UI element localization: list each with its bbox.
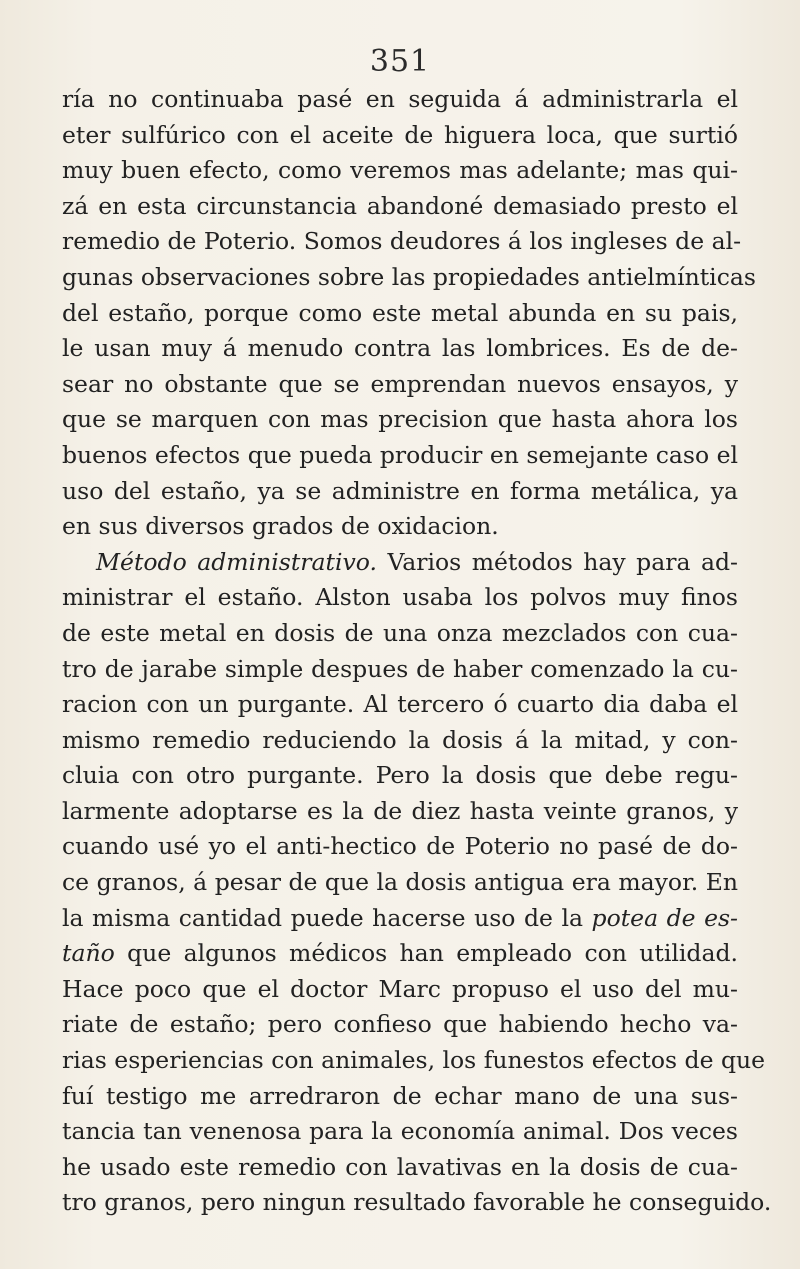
text-line: de este metal en dosis de una onza mezclados con cua- [62, 618, 738, 647]
text-line: tro granos, pero ningun resultado favorable he conseguido. [62, 1188, 772, 1217]
text-span: Varios métodos hay para ad- [387, 547, 738, 576]
text-line: en sus diversos grados de oxidacion. [62, 512, 499, 541]
text-line: eter sulfúrico con el aceite de higuera loca, que surtió [62, 120, 738, 149]
text-line: larmente adoptarse es la de diez hasta veinte granos, y [62, 796, 738, 825]
text-line: cuando usé yo el anti-hectico de Poterio no pasé de do- [62, 832, 738, 861]
body-text [62, 82, 772, 1221]
text-line: buenos efectos que pueda producir en semejante caso el [62, 440, 739, 469]
text-line: he usado este remedio con lavativas en la dosis de cua- [62, 1152, 738, 1181]
text-line: del estaño, porque como este metal abunda en su pais, [62, 298, 738, 327]
text-line-with-italic [62, 936, 738, 972]
text-line: sear no obstante que se emprendan nuevos ensayos, y [62, 369, 738, 398]
text-line: rias esperiencias con animales, los funestos efectos de que [62, 1046, 766, 1075]
text-line: Hace poco que el doctor Marc propuso el uso del mu- [62, 974, 738, 1003]
text-line: uso del estaño, ya se administre en forma metálica, ya [62, 476, 738, 505]
text-line: riate de estaño; pero confieso que habiendo hecho va- [62, 1010, 738, 1039]
text-line: ría no continuaba pasé en seguida á administrarla el [62, 85, 738, 113]
text-span: la misma cantidad puede hacerse uso de la [62, 903, 583, 932]
section-heading-italic: Método administrativo. [96, 547, 377, 576]
italic-term: taño [62, 939, 115, 968]
text-line: ministrar el estaño. Alston usaba los polvos muy finos [62, 583, 738, 612]
text-line: mismo remedio reduciendo la dosis á la mitad, y con- [62, 725, 738, 754]
italic-term: potea de es- [591, 903, 738, 932]
text-line: racion con un purgante. Al tercero ó cuarto dia daba el [62, 690, 738, 719]
text-line: fuí testigo me arredraron de echar mano de una sus- [62, 1081, 738, 1110]
text-span: que algunos médicos han empleado con utilidad. [127, 939, 738, 968]
text-line: que se marquen con mas precision que hasta ahora los [62, 405, 738, 434]
text-line: gunas observaciones sobre las propiedades antielmínticas [62, 262, 756, 291]
text-line: tancia tan venenosa para la economía animal. Dos veces [62, 1117, 738, 1146]
text-line-with-italic [62, 901, 738, 937]
page-number: 351 [369, 44, 431, 79]
text-line: muy buen efecto, como veremos mas adelante; mas qui- [62, 156, 738, 185]
text-line: cluia con otro purgante. Pero la dosis que debe regu- [62, 761, 738, 790]
text-line: ce granos, á pesar de que la dosis antigua era mayor. En [62, 868, 738, 897]
text-line: remedio de Poterio. Somos deudores á los ingleses de al- [62, 227, 742, 256]
text-line: zá en esta circunstancia abandoné demasiado presto el [62, 191, 738, 220]
text-line-with-heading [62, 545, 738, 581]
text-line: tro de jarabe simple despues de haber comenzado la cu- [62, 654, 738, 683]
text-line: le usan muy á menudo contra las lombrices. Es de de- [62, 334, 738, 363]
